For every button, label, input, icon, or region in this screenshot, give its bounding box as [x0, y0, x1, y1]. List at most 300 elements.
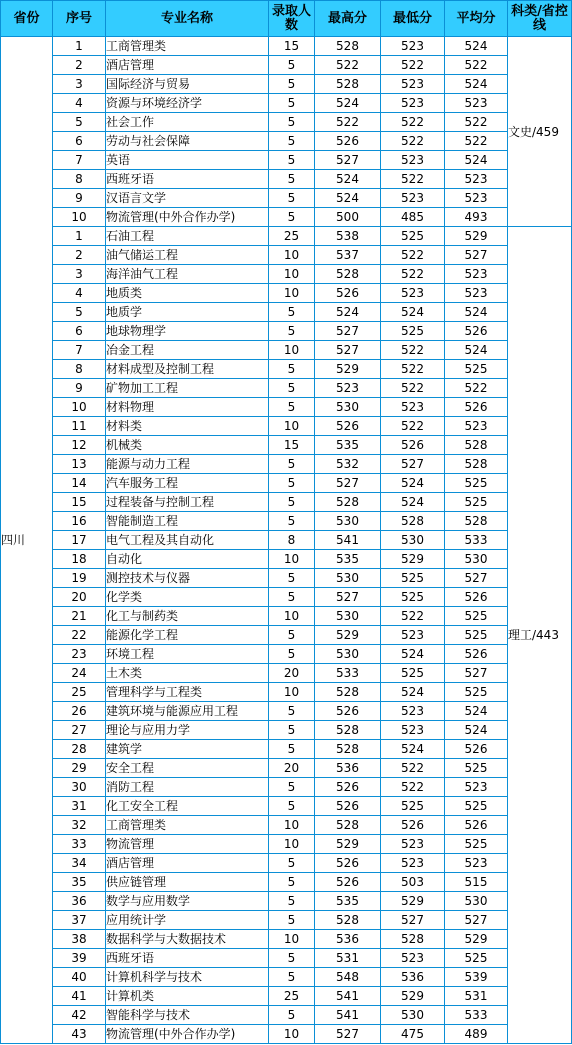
max-score-cell: 526: [315, 797, 381, 816]
major-cell: 数据科学与大数据技术: [106, 930, 269, 949]
table-row: [1, 436, 572, 455]
max-score-cell: 536: [315, 930, 381, 949]
avg-score-cell: 523: [445, 265, 508, 284]
min-score-cell: 530: [381, 531, 445, 550]
avg-score-cell: 528: [445, 455, 508, 474]
table-row: [1, 588, 572, 607]
max-score-cell: 526: [315, 702, 381, 721]
seq-cell: 3: [53, 75, 106, 94]
table-row: [1, 94, 572, 113]
enrolled-cell: 10: [269, 1025, 315, 1044]
enrolled-cell: 10: [269, 816, 315, 835]
min-score-cell: 503: [381, 873, 445, 892]
avg-score-cell: 523: [445, 778, 508, 797]
enrolled-cell: 5: [269, 892, 315, 911]
avg-score-cell: 493: [445, 208, 508, 227]
enrolled-cell: 5: [269, 474, 315, 493]
enrolled-cell: 5: [269, 702, 315, 721]
max-score-cell: 526: [315, 778, 381, 797]
table-row: [1, 170, 572, 189]
seq-cell: 19: [53, 569, 106, 588]
province-cell: 四川: [1, 37, 53, 1044]
avg-score-cell: 539: [445, 968, 508, 987]
enrolled-cell: 5: [269, 170, 315, 189]
table-row: [1, 702, 572, 721]
major-cell: 海洋油气工程: [106, 265, 269, 284]
min-score-cell: 523: [381, 151, 445, 170]
table-row: [1, 37, 572, 56]
major-cell: 地球物理学: [106, 322, 269, 341]
major-cell: 酒店管理: [106, 854, 269, 873]
major-cell: 物流管理: [106, 835, 269, 854]
seq-cell: 3: [53, 265, 106, 284]
seq-cell: 21: [53, 607, 106, 626]
table-row: [1, 892, 572, 911]
min-score-cell: 530: [381, 1006, 445, 1025]
max-score-cell: 527: [315, 1025, 381, 1044]
max-score-cell: 524: [315, 303, 381, 322]
max-score-cell: 524: [315, 94, 381, 113]
min-score-cell: 524: [381, 303, 445, 322]
min-score-cell: 523: [381, 189, 445, 208]
min-score-cell: 525: [381, 588, 445, 607]
enrolled-cell: 10: [269, 284, 315, 303]
min-score-cell: 524: [381, 683, 445, 702]
table-row: [1, 645, 572, 664]
seq-cell: 33: [53, 835, 106, 854]
major-cell: 英语: [106, 151, 269, 170]
avg-score-cell: 515: [445, 873, 508, 892]
min-score-cell: 525: [381, 797, 445, 816]
avg-score-cell: 526: [445, 645, 508, 664]
seq-cell: 14: [53, 474, 106, 493]
max-score-cell: 530: [315, 607, 381, 626]
max-score-cell: 526: [315, 854, 381, 873]
min-score-cell: 522: [381, 246, 445, 265]
min-score-cell: 529: [381, 550, 445, 569]
enrolled-cell: 10: [269, 607, 315, 626]
enrolled-cell: 5: [269, 645, 315, 664]
major-cell: 建筑环境与能源应用工程: [106, 702, 269, 721]
table-row: [1, 550, 572, 569]
table-row: [1, 417, 572, 436]
seq-cell: 15: [53, 493, 106, 512]
header-min-score: 最低分: [381, 1, 445, 37]
seq-cell: 36: [53, 892, 106, 911]
major-cell: 地质学: [106, 303, 269, 322]
major-cell: 化学类: [106, 588, 269, 607]
min-score-cell: 522: [381, 170, 445, 189]
enrolled-cell: 10: [269, 550, 315, 569]
table-row: [1, 683, 572, 702]
avg-score-cell: 523: [445, 189, 508, 208]
table-row: [1, 759, 572, 778]
table-row: [1, 873, 572, 892]
seq-cell: 10: [53, 398, 106, 417]
seq-cell: 7: [53, 151, 106, 170]
min-score-cell: 528: [381, 512, 445, 531]
avg-score-cell: 522: [445, 379, 508, 398]
enrolled-cell: 5: [269, 1006, 315, 1025]
table-row: [1, 208, 572, 227]
enrolled-cell: 5: [269, 189, 315, 208]
seq-cell: 4: [53, 94, 106, 113]
min-score-cell: 523: [381, 37, 445, 56]
min-score-cell: 522: [381, 56, 445, 75]
enrolled-cell: 10: [269, 246, 315, 265]
header-enrolled: 录取人数: [269, 1, 315, 37]
avg-score-cell: 527: [445, 664, 508, 683]
table-row: [1, 379, 572, 398]
max-score-cell: 527: [315, 322, 381, 341]
avg-score-cell: 524: [445, 75, 508, 94]
min-score-cell: 522: [381, 759, 445, 778]
avg-score-cell: 526: [445, 322, 508, 341]
table-row: [1, 835, 572, 854]
table-row: [1, 531, 572, 550]
min-score-cell: 485: [381, 208, 445, 227]
table-row: [1, 816, 572, 835]
avg-score-cell: 526: [445, 740, 508, 759]
table-row: [1, 512, 572, 531]
enrolled-cell: 5: [269, 56, 315, 75]
max-score-cell: 523: [315, 379, 381, 398]
table-body: [1, 37, 572, 1044]
enrolled-cell: 8: [269, 531, 315, 550]
seq-cell: 35: [53, 873, 106, 892]
table-row: [1, 322, 572, 341]
max-score-cell: 524: [315, 170, 381, 189]
enrolled-cell: 5: [269, 911, 315, 930]
seq-cell: 32: [53, 816, 106, 835]
header-avg-score: 平均分: [445, 1, 508, 37]
max-score-cell: 530: [315, 398, 381, 417]
major-cell: 化工与制药类: [106, 607, 269, 626]
max-score-cell: 528: [315, 265, 381, 284]
max-score-cell: 535: [315, 550, 381, 569]
enrolled-cell: 5: [269, 94, 315, 113]
major-cell: 应用统计学: [106, 911, 269, 930]
enrolled-cell: 10: [269, 683, 315, 702]
header-category: 科类/省控线: [508, 1, 572, 37]
major-cell: 理论与应用力学: [106, 721, 269, 740]
major-cell: 材料物理: [106, 398, 269, 417]
min-score-cell: 522: [381, 778, 445, 797]
major-cell: 土木类: [106, 664, 269, 683]
min-score-cell: 522: [381, 265, 445, 284]
seq-cell: 25: [53, 683, 106, 702]
table-row: [1, 189, 572, 208]
major-cell: 西班牙语: [106, 170, 269, 189]
enrolled-cell: 5: [269, 778, 315, 797]
min-score-cell: 523: [381, 626, 445, 645]
avg-score-cell: 529: [445, 227, 508, 246]
seq-cell: 34: [53, 854, 106, 873]
min-score-cell: 526: [381, 436, 445, 455]
avg-score-cell: 525: [445, 474, 508, 493]
avg-score-cell: 525: [445, 607, 508, 626]
major-cell: 计算机科学与技术: [106, 968, 269, 987]
seq-cell: 41: [53, 987, 106, 1006]
max-score-cell: 541: [315, 987, 381, 1006]
table-row: [1, 265, 572, 284]
seq-cell: 6: [53, 132, 106, 151]
table-row: [1, 56, 572, 75]
enrolled-cell: 5: [269, 208, 315, 227]
min-score-cell: 527: [381, 455, 445, 474]
major-cell: 材料成型及控制工程: [106, 360, 269, 379]
table-row: [1, 569, 572, 588]
seq-cell: 1: [53, 227, 106, 246]
min-score-cell: 523: [381, 398, 445, 417]
avg-score-cell: 525: [445, 949, 508, 968]
enrolled-cell: 5: [269, 75, 315, 94]
max-score-cell: 527: [315, 151, 381, 170]
seq-cell: 6: [53, 322, 106, 341]
max-score-cell: 528: [315, 740, 381, 759]
avg-score-cell: 524: [445, 303, 508, 322]
major-cell: 材料类: [106, 417, 269, 436]
enrolled-cell: 15: [269, 436, 315, 455]
max-score-cell: 526: [315, 873, 381, 892]
seq-cell: 42: [53, 1006, 106, 1025]
major-cell: 自动化: [106, 550, 269, 569]
seq-cell: 11: [53, 417, 106, 436]
seq-cell: 30: [53, 778, 106, 797]
major-cell: 物流管理(中外合作办学): [106, 1025, 269, 1044]
max-score-cell: 531: [315, 949, 381, 968]
seq-cell: 8: [53, 170, 106, 189]
max-score-cell: 533: [315, 664, 381, 683]
enrolled-cell: 5: [269, 626, 315, 645]
max-score-cell: 529: [315, 360, 381, 379]
seq-cell: 1: [53, 37, 106, 56]
header-row: [1, 1, 572, 37]
min-score-cell: 522: [381, 360, 445, 379]
seq-cell: 5: [53, 303, 106, 322]
max-score-cell: 529: [315, 835, 381, 854]
major-cell: 劳动与社会保障: [106, 132, 269, 151]
major-cell: 智能制造工程: [106, 512, 269, 531]
table-row: [1, 398, 572, 417]
seq-cell: 28: [53, 740, 106, 759]
max-score-cell: 527: [315, 588, 381, 607]
table-row: [1, 778, 572, 797]
max-score-cell: 535: [315, 436, 381, 455]
enrolled-cell: 5: [269, 968, 315, 987]
avg-score-cell: 524: [445, 702, 508, 721]
table-row: [1, 721, 572, 740]
table-row: [1, 75, 572, 94]
avg-score-cell: 525: [445, 759, 508, 778]
table-row: [1, 930, 572, 949]
seq-cell: 40: [53, 968, 106, 987]
major-cell: 测控技术与仪器: [106, 569, 269, 588]
max-score-cell: 528: [315, 816, 381, 835]
avg-score-cell: 524: [445, 37, 508, 56]
seq-cell: 31: [53, 797, 106, 816]
major-cell: 供应链管理: [106, 873, 269, 892]
enrolled-cell: 5: [269, 721, 315, 740]
header-major: 专业名称: [106, 1, 269, 37]
major-cell: 汽车服务工程: [106, 474, 269, 493]
enrolled-cell: 5: [269, 303, 315, 322]
max-score-cell: 522: [315, 113, 381, 132]
max-score-cell: 538: [315, 227, 381, 246]
avg-score-cell: 525: [445, 360, 508, 379]
major-cell: 消防工程: [106, 778, 269, 797]
table-row: [1, 151, 572, 170]
avg-score-cell: 526: [445, 398, 508, 417]
avg-score-cell: 526: [445, 588, 508, 607]
enrolled-cell: 5: [269, 132, 315, 151]
avg-score-cell: 522: [445, 113, 508, 132]
avg-score-cell: 526: [445, 816, 508, 835]
max-score-cell: 526: [315, 284, 381, 303]
min-score-cell: 524: [381, 645, 445, 664]
major-cell: 国际经济与贸易: [106, 75, 269, 94]
major-cell: 过程装备与控制工程: [106, 493, 269, 512]
enrolled-cell: 10: [269, 930, 315, 949]
seq-cell: 22: [53, 626, 106, 645]
major-cell: 油气储运工程: [106, 246, 269, 265]
avg-score-cell: 527: [445, 911, 508, 930]
seq-cell: 29: [53, 759, 106, 778]
seq-cell: 4: [53, 284, 106, 303]
min-score-cell: 525: [381, 569, 445, 588]
enrolled-cell: 25: [269, 227, 315, 246]
table-row: [1, 493, 572, 512]
avg-score-cell: 531: [445, 987, 508, 1006]
max-score-cell: 528: [315, 683, 381, 702]
table-row: [1, 949, 572, 968]
max-score-cell: 526: [315, 132, 381, 151]
avg-score-cell: 525: [445, 493, 508, 512]
enrolled-cell: 20: [269, 759, 315, 778]
min-score-cell: 523: [381, 284, 445, 303]
min-score-cell: 523: [381, 949, 445, 968]
major-cell: 能源化学工程: [106, 626, 269, 645]
avg-score-cell: 525: [445, 626, 508, 645]
table-row: [1, 246, 572, 265]
min-score-cell: 529: [381, 892, 445, 911]
max-score-cell: 530: [315, 512, 381, 531]
min-score-cell: 522: [381, 132, 445, 151]
avg-score-cell: 525: [445, 797, 508, 816]
seq-cell: 27: [53, 721, 106, 740]
avg-score-cell: 523: [445, 854, 508, 873]
seq-cell: 8: [53, 360, 106, 379]
table-row: [1, 284, 572, 303]
table-row: [1, 455, 572, 474]
min-score-cell: 523: [381, 94, 445, 113]
max-score-cell: 541: [315, 531, 381, 550]
table-row: [1, 341, 572, 360]
major-cell: 地质类: [106, 284, 269, 303]
category-cell: 理工/443: [508, 227, 572, 1044]
table-row: [1, 854, 572, 873]
min-score-cell: 523: [381, 854, 445, 873]
major-cell: 环境工程: [106, 645, 269, 664]
table-row: [1, 227, 572, 246]
enrolled-cell: 5: [269, 569, 315, 588]
max-score-cell: 526: [315, 417, 381, 436]
avg-score-cell: 525: [445, 683, 508, 702]
major-cell: 工商管理类: [106, 816, 269, 835]
table-row: [1, 607, 572, 626]
seq-cell: 9: [53, 379, 106, 398]
table-row: [1, 1006, 572, 1025]
min-score-cell: 524: [381, 740, 445, 759]
major-cell: 汉语言文学: [106, 189, 269, 208]
table-row: [1, 1025, 572, 1044]
table-row: [1, 797, 572, 816]
avg-score-cell: 525: [445, 835, 508, 854]
enrolled-cell: 15: [269, 37, 315, 56]
max-score-cell: 522: [315, 56, 381, 75]
avg-score-cell: 527: [445, 569, 508, 588]
avg-score-cell: 523: [445, 417, 508, 436]
max-score-cell: 527: [315, 341, 381, 360]
min-score-cell: 522: [381, 379, 445, 398]
enrolled-cell: 5: [269, 949, 315, 968]
enrolled-cell: 5: [269, 151, 315, 170]
max-score-cell: 528: [315, 721, 381, 740]
min-score-cell: 528: [381, 930, 445, 949]
seq-cell: 43: [53, 1025, 106, 1044]
enrolled-cell: 5: [269, 455, 315, 474]
seq-cell: 17: [53, 531, 106, 550]
seq-cell: 16: [53, 512, 106, 531]
avg-score-cell: 533: [445, 531, 508, 550]
avg-score-cell: 522: [445, 132, 508, 151]
avg-score-cell: 530: [445, 892, 508, 911]
major-cell: 安全工程: [106, 759, 269, 778]
enrolled-cell: 5: [269, 854, 315, 873]
major-cell: 社会工作: [106, 113, 269, 132]
seq-cell: 12: [53, 436, 106, 455]
seq-cell: 2: [53, 56, 106, 75]
major-cell: 计算机类: [106, 987, 269, 1006]
table-row: [1, 968, 572, 987]
avg-score-cell: 524: [445, 721, 508, 740]
enrolled-cell: 5: [269, 379, 315, 398]
avg-score-cell: 522: [445, 56, 508, 75]
max-score-cell: 528: [315, 75, 381, 94]
major-cell: 数学与应用数学: [106, 892, 269, 911]
enrolled-cell: 5: [269, 113, 315, 132]
header-province: 省份: [1, 1, 53, 37]
enrolled-cell: 5: [269, 322, 315, 341]
avg-score-cell: 528: [445, 512, 508, 531]
enrolled-cell: 10: [269, 835, 315, 854]
seq-cell: 23: [53, 645, 106, 664]
avg-score-cell: 489: [445, 1025, 508, 1044]
major-cell: 能源与动力工程: [106, 455, 269, 474]
seq-cell: 37: [53, 911, 106, 930]
table-row: [1, 626, 572, 645]
enrolled-cell: 5: [269, 398, 315, 417]
major-cell: 管理科学与工程类: [106, 683, 269, 702]
min-score-cell: 523: [381, 702, 445, 721]
major-cell: 资源与环境经济学: [106, 94, 269, 113]
table-row: [1, 740, 572, 759]
max-score-cell: 532: [315, 455, 381, 474]
table-header: [1, 1, 572, 37]
enrolled-cell: 5: [269, 588, 315, 607]
seq-cell: 7: [53, 341, 106, 360]
enrolled-cell: 10: [269, 417, 315, 436]
